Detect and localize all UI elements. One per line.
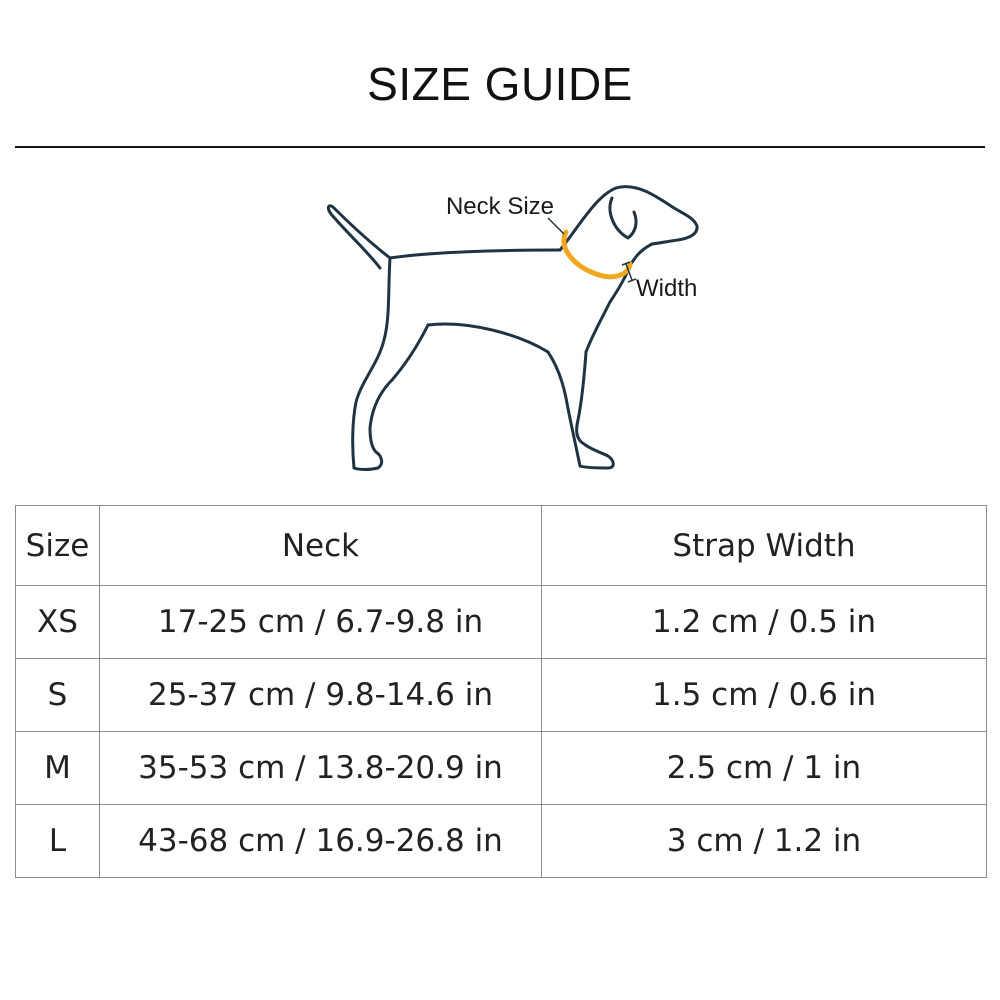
size-cell: M <box>16 732 100 805</box>
page-title: SIZE GUIDE <box>367 58 633 110</box>
collar-highlight <box>564 232 630 277</box>
header-strap-width: Strap Width <box>542 506 987 586</box>
table-row <box>16 732 987 805</box>
strap-width-cell: 3 cm / 1.2 in <box>542 805 987 878</box>
table-row <box>16 805 987 878</box>
size-cell: XS <box>16 586 100 659</box>
neck-size-label: Neck Size <box>445 193 555 220</box>
dog-collar-diagram <box>300 170 740 490</box>
table-row <box>16 586 987 659</box>
size-cell: S <box>16 659 100 732</box>
header-size: Size <box>16 506 100 586</box>
neck-size-leader-line <box>548 218 564 234</box>
neck-cell: 17-25 cm / 6.7-9.8 in <box>100 586 542 659</box>
table-header-row <box>16 506 987 586</box>
header-neck: Neck <box>100 506 542 586</box>
strap-width-cell: 1.5 cm / 0.6 in <box>542 659 987 732</box>
neck-cell: 25-37 cm / 9.8-14.6 in <box>100 659 542 732</box>
size-table <box>15 505 987 878</box>
dog-outline <box>328 187 697 470</box>
width-label: Width <box>636 275 698 302</box>
neck-cell: 35-53 cm / 13.8-20.9 in <box>100 732 542 805</box>
table-row <box>16 659 987 732</box>
size-cell: L <box>16 805 100 878</box>
title-divider <box>15 146 985 148</box>
strap-width-cell: 2.5 cm / 1 in <box>542 732 987 805</box>
neck-cell: 43-68 cm / 16.9-26.8 in <box>100 805 542 878</box>
strap-width-cell: 1.2 cm / 0.5 in <box>542 586 987 659</box>
